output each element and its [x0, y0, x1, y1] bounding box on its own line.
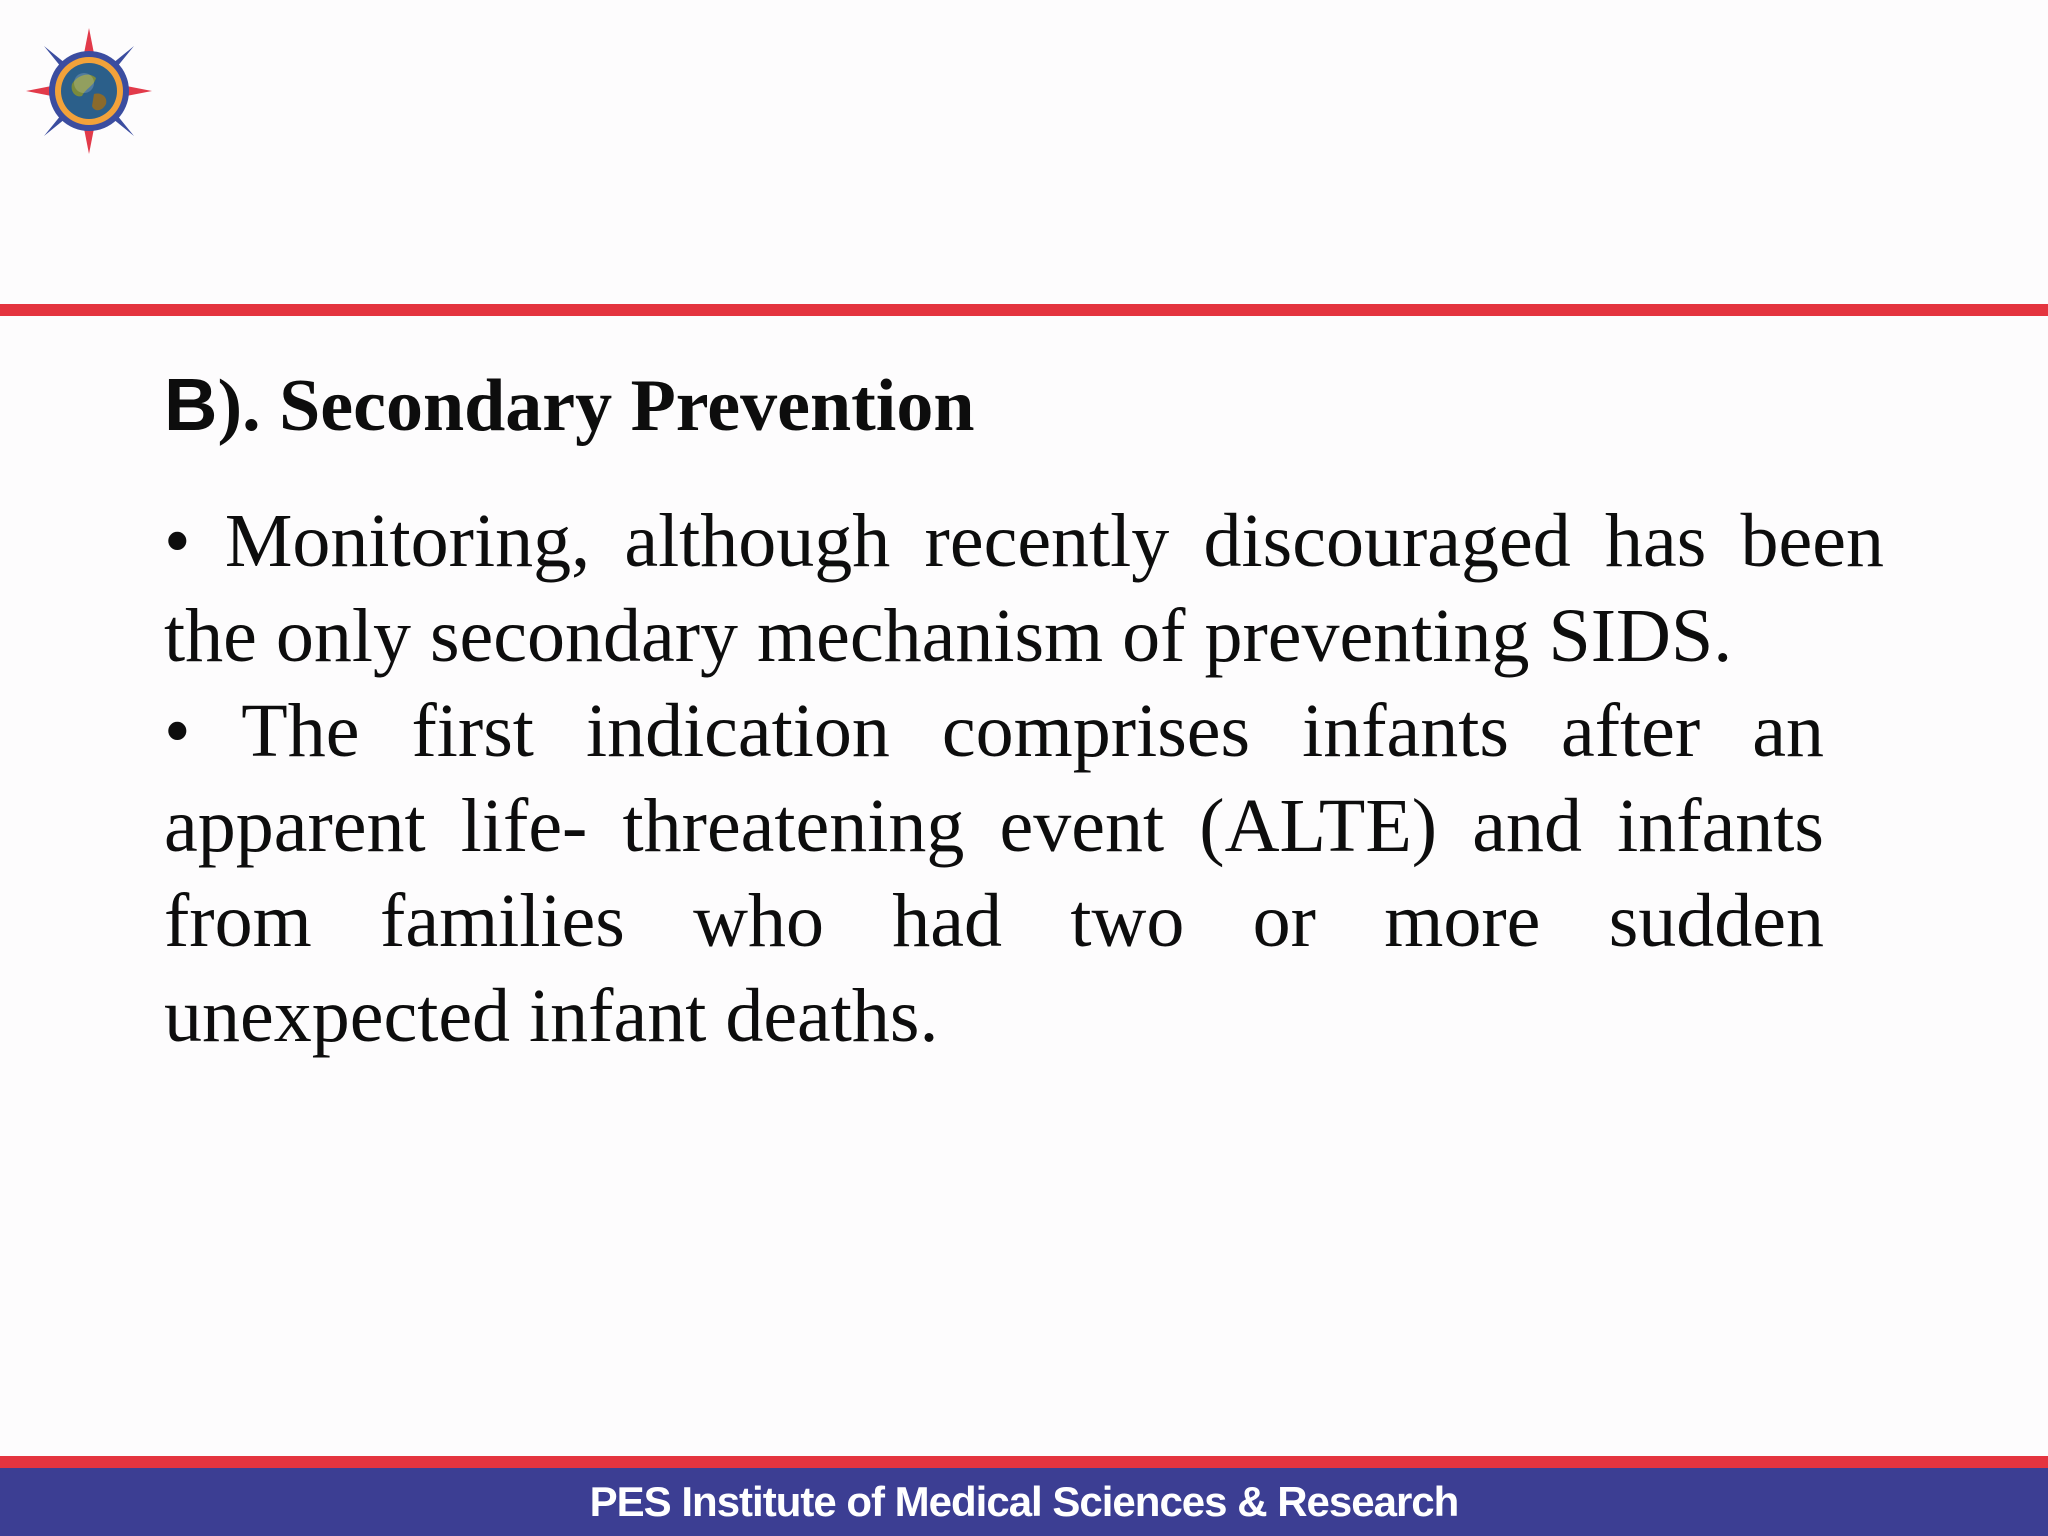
top-divider: [0, 304, 2048, 316]
footer-banner: [0, 1468, 2048, 1536]
slide-title: [164, 363, 975, 447]
slide-body: [164, 494, 1884, 1064]
title-letter: B: [164, 363, 218, 446]
bottom-divider: [0, 1456, 2048, 1468]
title-text: ). Secondary Prevention: [217, 365, 975, 447]
bullet-monitoring: • Monitoring, although recently discouraged has been the only secondary mechanism of preventing SIDS.: [164, 499, 1884, 678]
bullet-first-indication: • The first indication comprises infants after an apparent life- threatening event (ALTE) and infants from families who had two or more sudden unexpected infant deaths.: [164, 689, 1824, 1058]
footer-institution: PES Institute of Medical Sciences & Research: [589, 1478, 1459, 1525]
compass-globe-logo-icon: [24, 26, 154, 156]
